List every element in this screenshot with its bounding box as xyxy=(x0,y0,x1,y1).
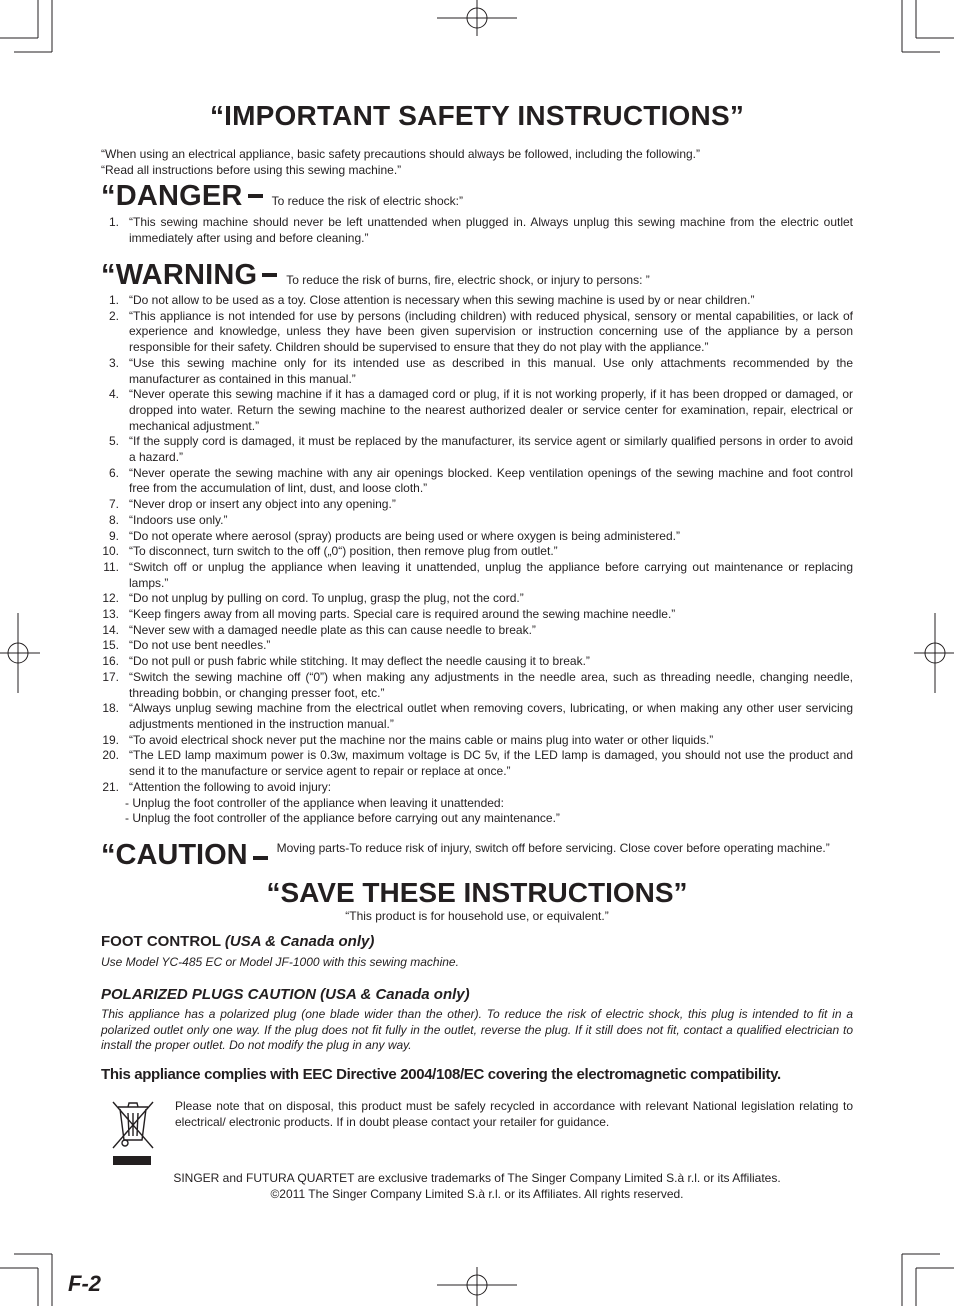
eec-statement: This appliance complies with EEC Directive 2004/108/EC covering the electromagnetic compatibility. xyxy=(101,1066,781,1083)
list-item xyxy=(101,638,853,654)
warning-list xyxy=(101,293,853,827)
list-item xyxy=(101,623,853,639)
heading-dash xyxy=(262,273,277,277)
list-item xyxy=(101,434,853,465)
list-item xyxy=(101,654,853,670)
caution-heading: “CAUTION xyxy=(101,839,248,871)
foot-control-region: (USA & Canada only) xyxy=(224,933,375,950)
list-item xyxy=(101,560,853,591)
item-number: 18. xyxy=(102,701,119,716)
heading-dash xyxy=(253,856,268,860)
item-text: “Do not unplug by pulling on cord. To unplug, grasp the plug, not the cord.” xyxy=(129,591,524,606)
item-number: 7. xyxy=(108,497,119,512)
item-text: “To avoid electrical shock never put the machine nor the mains cable or mains plug into water or other liquids.” xyxy=(129,732,714,747)
caution-text: Moving parts-To reduce risk of injury, switch off before servicing. Close cover before operating machine.” xyxy=(276,841,830,855)
list-item xyxy=(101,387,853,434)
item-text: “Do not allow to be used as a toy. Close attention is necessary when this sewing machine is used by or near children.” xyxy=(129,293,755,307)
crossed-wheelie-bin-icon xyxy=(109,1098,157,1168)
item-number: 17. xyxy=(102,669,119,684)
item-text: “Keep fingers away from all moving parts. Special care is required around the sewing machine needle.” xyxy=(129,607,676,622)
warning-header xyxy=(101,259,853,292)
heading-dash xyxy=(248,194,263,198)
item-number: 13. xyxy=(102,607,119,622)
item-text: “Do not operate where aerosol (spray) products are being used or where oxygen is being administered.” xyxy=(129,528,680,543)
item-number: 11. xyxy=(103,559,119,574)
list-item xyxy=(101,780,853,827)
danger-list xyxy=(101,215,853,246)
page-title: “IMPORTANT SAFETY INSTRUCTIONS” xyxy=(209,100,745,131)
item-text: “Switch the sewing machine off (“0”) when making any adjustments in the needle area, such as threading needle, changing needle, threading bobbin, or changing presser foot, etc.” xyxy=(129,669,853,700)
list-item xyxy=(101,748,853,779)
list-item xyxy=(101,293,853,309)
foot-control-title: FOOT CONTROL xyxy=(101,933,221,950)
list-item xyxy=(101,497,853,513)
trademark-notice xyxy=(101,1171,853,1202)
item-text: “Do not pull or push fabric while stitching. It may deflect the needle causing it to break.” xyxy=(129,654,590,669)
polarized-heading: POLARIZED PLUGS CAUTION (USA & Canada only) xyxy=(101,986,470,1003)
item-number: 6. xyxy=(108,465,119,480)
intro-line: “Read all instructions before using this sewing machine.” xyxy=(101,163,402,177)
item-text: “Switch off or unplug the appliance when leaving it unattended, unplug the appliance before carrying out maintenance or replacing lamps.” xyxy=(129,559,853,590)
item-text: “Attention the following to avoid injury: xyxy=(129,779,332,794)
item-number: 19. xyxy=(102,732,119,747)
list-item xyxy=(101,591,853,607)
item-text: “Always unplug sewing machine from the electrical outlet when removing covers, lubricating, or when making any other user servicing adjustments mentioned in the instruction manual.” xyxy=(129,701,853,731)
save-instructions-title: “SAVE THESE INSTRUCTIONS” xyxy=(266,877,688,908)
danger-subtitle: To reduce the risk of electric shock:” xyxy=(271,194,463,208)
list-item xyxy=(101,356,853,387)
item-text: “To disconnect, turn switch to the off („0“) position, then remove plug from outlet.” xyxy=(129,544,558,559)
item-number: 20. xyxy=(102,748,119,763)
item-number: 16. xyxy=(102,654,119,669)
danger-heading: “DANGER xyxy=(101,180,243,212)
trademark-line: SINGER and FUTURA QUARTET are exclusive trademarks of The Singer Company Limited S.à r.l. or its Affiliates. xyxy=(173,1171,781,1185)
copyright-line: ©2011 The Singer Company Limited S.à r.l. or its Affiliates. All rights reserved. xyxy=(270,1186,684,1201)
list-item xyxy=(101,544,853,560)
danger-header xyxy=(101,180,853,213)
list-item xyxy=(101,670,853,701)
item-number: 2. xyxy=(108,308,119,323)
item-text: “Use this sewing machine only for its intended use as described in this manual. Use only attachments recommended by the manufacturer as contained in this manual.” xyxy=(129,355,853,386)
list-item xyxy=(101,701,853,732)
item-number: 14. xyxy=(102,622,119,637)
item-number: 21. xyxy=(102,779,119,794)
list-item xyxy=(101,733,853,749)
household-note: “This product is for household use, or equivalent.” xyxy=(345,909,609,923)
item-text: “Do not use bent needles.” xyxy=(129,638,271,653)
warning-heading: “WARNING xyxy=(101,259,258,291)
item-text: “This sewing machine should never be left unattended when plugged in. Always unplug this sewing machine from the electric outlet immediately after using and before cleaning.” xyxy=(129,215,853,245)
list-item xyxy=(101,529,853,545)
item-subline: - Unplug the foot controller of the appliance before carrying out any maintenance.” xyxy=(125,811,560,826)
list-item xyxy=(101,607,853,623)
intro-line: “When using an electrical appliance, basic safety precautions should always be followed, including the following.” xyxy=(101,147,701,161)
disposal-text: Please note that on disposal, this product must be safely recycled in accordance with relevant National legislation relating to electrical/ electronic products. If in doubt please contact your retailer for guidance. xyxy=(175,1099,853,1129)
foot-control-heading xyxy=(101,933,374,950)
item-text: “Indoors use only.” xyxy=(129,512,228,527)
item-text: “Never operate this sewing machine if it has a damaged cord or plug, if it is not working properly, if it has been dropped or damaged, or dropped into water. Return the sewing machine to the nearest authorized dealer or service center for examination, repair, electrical or mechanical adjustment.” xyxy=(129,387,853,433)
item-number: 15. xyxy=(102,638,119,653)
item-number: 1. xyxy=(108,293,119,307)
item-text: “This appliance is not intended for use by persons (including children) with reduced physical, sensory or mental capabilities, or lack of experience and knowledge, unless they have been given supervision or instruction concerning use of the appliance by a person responsible for their safety. Children should be supervised to ensure that they do not play with the appliance.” xyxy=(129,308,853,355)
item-number: 10. xyxy=(102,544,119,559)
list-item xyxy=(101,215,853,246)
item-text: “The LED lamp maximum power is 0.3w, maximum voltage is DC 5v, if the LED lamp is damaged, you should not use the product and send it to the manufacture or service agent to repair or replace at once.” xyxy=(129,748,853,779)
list-item xyxy=(101,309,853,356)
item-number: 8. xyxy=(108,512,119,527)
item-number: 4. xyxy=(108,387,119,402)
item-text: “Never operate the sewing machine with any air openings blocked. Keep ventilation openings of the sewing machine and foot control free from the accumulation of lint, dust, and loose cloth.” xyxy=(129,465,853,496)
list-item xyxy=(101,513,853,529)
item-number: 1. xyxy=(108,215,119,229)
intro-text xyxy=(101,146,853,178)
item-subline: - Unplug the foot controller of the appliance when leaving it unattended: xyxy=(125,795,504,810)
caution-block xyxy=(101,838,853,872)
list-item xyxy=(101,466,853,497)
item-number: 12. xyxy=(102,591,119,606)
warning-subtitle: To reduce the risk of burns, fire, electric shock, or injury to persons: ” xyxy=(286,273,650,287)
item-text: “Never drop or insert any object into any opening.” xyxy=(129,497,396,512)
item-text: “If the supply cord is damaged, it must be replaced by the manufacturer, its service agent or similarly qualified persons in order to avoid a hazard.” xyxy=(129,434,853,465)
foot-control-text: Use Model YC-485 EC or Model JF-1000 with this sewing machine. xyxy=(101,955,459,969)
item-number: 3. xyxy=(108,355,119,370)
polarized-text: This appliance has a polarized plug (one blade wider than the other). To reduce the risk of electric shock, this plug is intended to fit in a polarized outlet only one way. If the plug does not fit fully in the outlet, reverse the plug. If it still does not fit, contact a qualified electrician to install the proper outlet. Do not modify the plug in any way. xyxy=(101,1007,853,1053)
page-number: F-2 xyxy=(68,1271,101,1296)
item-text: “Never sew with a damaged needle plate as this can cause needle to break.” xyxy=(129,622,536,637)
item-number: 5. xyxy=(108,434,119,449)
item-number: 9. xyxy=(108,528,119,543)
